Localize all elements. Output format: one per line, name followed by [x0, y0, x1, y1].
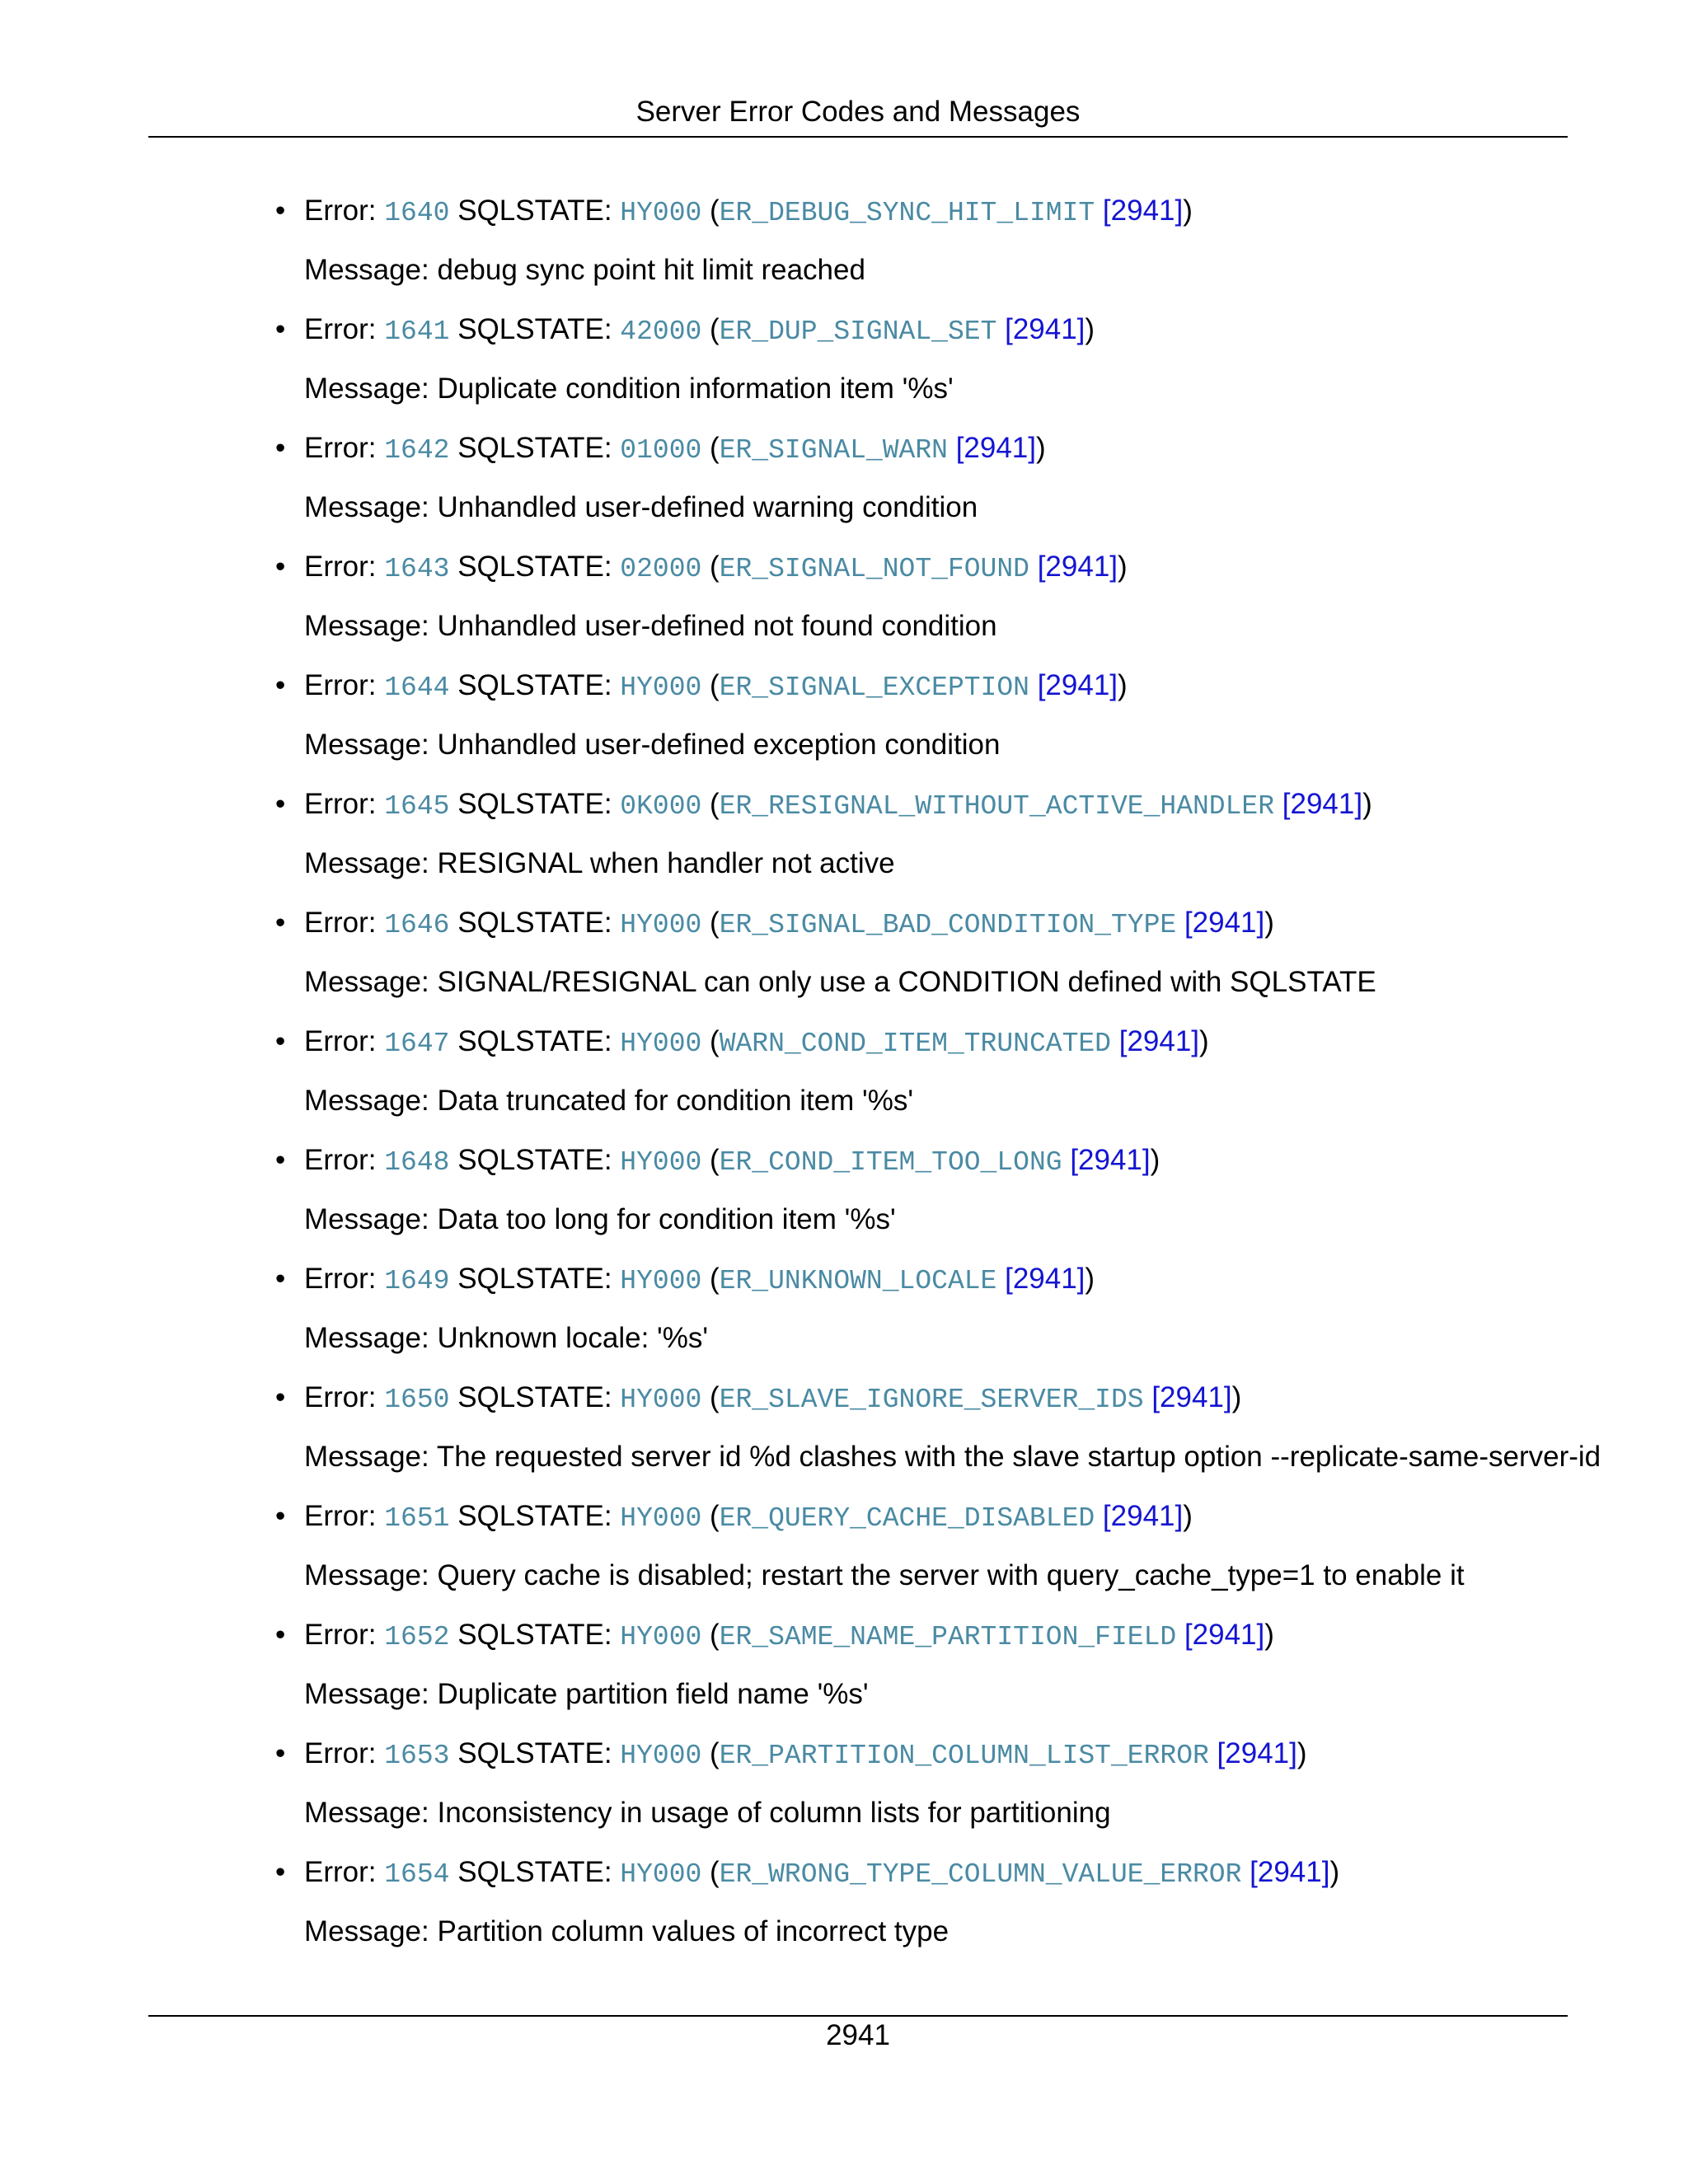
error-label: Error: [304, 1381, 377, 1413]
message-line [304, 1319, 708, 1358]
error-symbol: ER_WRONG_TYPE_COLUMN_VALUE_ERROR [719, 1859, 1242, 1890]
message-text: Data too long for condition item '%s' [437, 1203, 896, 1235]
error-entry [0, 1615, 1688, 1734]
sqlstate-label: SQLSTATE: [457, 194, 612, 227]
page-reference-link[interactable]: [2941] [1184, 1619, 1265, 1651]
close-paren: ) [1362, 788, 1372, 820]
open-paren: ( [710, 432, 720, 464]
bullet-glyph: • [275, 194, 286, 227]
message-line [304, 1675, 869, 1714]
message-line [304, 1200, 896, 1240]
error-label: Error: [304, 1500, 377, 1532]
close-paren: ) [1085, 313, 1095, 345]
open-paren: ( [710, 1856, 720, 1888]
error-symbol: ER_DEBUG_SYNC_HIT_LIMIT [719, 198, 1095, 228]
error-code: 1644 [384, 673, 450, 703]
error-entry [0, 310, 1688, 429]
page-reference-link[interactable]: [2941] [955, 432, 1036, 464]
bullet-glyph: • [275, 1856, 286, 1888]
sqlstate-value: 01000 [620, 435, 702, 466]
error-code: 1653 [384, 1741, 450, 1771]
sqlstate-label: SQLSTATE: [457, 432, 612, 464]
open-paren: ( [710, 1263, 720, 1295]
page-reference-link[interactable]: [2941] [1184, 907, 1265, 939]
sqlstate-label: SQLSTATE: [457, 1737, 612, 1769]
close-paren: ) [1329, 1856, 1340, 1888]
open-paren: ( [710, 1025, 720, 1057]
sqlstate-value: HY000 [620, 1622, 702, 1652]
page-reference-link[interactable]: [2941] [1005, 1263, 1085, 1295]
sqlstate-label: SQLSTATE: [457, 907, 612, 939]
error-line [304, 547, 1128, 589]
bullet-glyph: • [275, 669, 286, 701]
message-label: Message: [304, 1915, 429, 1947]
error-code: 1640 [384, 198, 450, 228]
page-reference-link[interactable]: [2941] [1118, 1025, 1200, 1057]
page-reference-link[interactable]: [2941] [1217, 1737, 1297, 1769]
error-label: Error: [304, 1737, 377, 1769]
close-paren: ) [1296, 1737, 1307, 1769]
error-code: 1651 [384, 1503, 450, 1534]
error-line [304, 903, 1274, 945]
message-line [304, 607, 997, 646]
message-label: Message: [304, 610, 429, 642]
error-code: 1647 [384, 1029, 450, 1059]
error-label: Error: [304, 432, 377, 464]
error-label: Error: [304, 313, 377, 345]
error-code: 1650 [384, 1385, 450, 1415]
bullet-glyph: • [275, 432, 286, 464]
error-code: 1654 [384, 1859, 450, 1890]
sqlstate-label: SQLSTATE: [457, 1263, 612, 1295]
error-entry [0, 1378, 1688, 1497]
page-reference-link[interactable]: [2941] [1102, 194, 1184, 227]
error-entry [0, 1853, 1688, 1971]
message-text: Partition column values of incorrect type [437, 1915, 950, 1947]
message-label: Message: [304, 254, 429, 286]
error-label: Error: [304, 669, 377, 701]
error-line [304, 666, 1128, 708]
page-reference-link[interactable]: [2941] [1070, 1144, 1151, 1176]
error-label: Error: [304, 194, 377, 227]
message-line [304, 1793, 1111, 1833]
sqlstate-label: SQLSTATE: [457, 1144, 612, 1176]
sqlstate-value: HY000 [620, 1859, 702, 1890]
message-line [304, 725, 1000, 765]
bullet-glyph: • [275, 1619, 286, 1651]
error-entry [0, 1497, 1688, 1615]
close-paren: ) [1150, 1144, 1160, 1176]
bullet-glyph: • [275, 1381, 286, 1413]
error-label: Error: [304, 1144, 377, 1176]
error-label: Error: [304, 1025, 377, 1057]
message-line [304, 963, 1376, 1002]
error-entry [0, 1022, 1688, 1141]
error-entry [0, 785, 1688, 903]
sqlstate-value: 42000 [620, 316, 702, 347]
message-label: Message: [304, 1559, 429, 1591]
error-label: Error: [304, 551, 377, 583]
error-entry [0, 191, 1688, 310]
page-reference-link[interactable]: [2941] [1037, 551, 1118, 583]
bullet-glyph: • [275, 1263, 286, 1295]
message-text: Duplicate partition field name '%s' [437, 1678, 869, 1710]
message-text: Unknown locale: '%s' [437, 1322, 709, 1354]
error-code: 1646 [384, 910, 450, 940]
error-line [304, 310, 1095, 352]
sqlstate-value: HY000 [620, 910, 702, 940]
sqlstate-label: SQLSTATE: [457, 551, 612, 583]
error-entry [0, 547, 1688, 666]
close-paren: ) [1199, 1025, 1209, 1057]
error-label: Error: [304, 1856, 377, 1888]
page-reference-link[interactable]: [2941] [1102, 1500, 1184, 1532]
close-paren: ) [1264, 907, 1274, 939]
sqlstate-value: HY000 [620, 1266, 702, 1296]
close-paren: ) [1085, 1263, 1095, 1295]
error-code: 1642 [384, 435, 450, 466]
error-symbol: WARN_COND_ITEM_TRUNCATED [719, 1029, 1111, 1059]
open-paren: ( [710, 194, 720, 227]
message-text: The requested server id %d clashes with the slave startup option --replicate-same-server-id [436, 1441, 1601, 1473]
sqlstate-label: SQLSTATE: [457, 1619, 612, 1651]
error-line [304, 429, 1046, 471]
message-label: Message: [304, 1322, 429, 1354]
page-reference-link[interactable]: [2941] [1282, 788, 1363, 820]
message-label: Message: [304, 1441, 429, 1473]
open-paren: ( [710, 313, 720, 345]
open-paren: ( [710, 788, 720, 820]
sqlstate-label: SQLSTATE: [457, 1856, 612, 1888]
bullet-glyph: • [275, 551, 286, 583]
bullet-glyph: • [275, 1144, 286, 1176]
message-label: Message: [304, 1203, 429, 1235]
error-symbol: ER_DUP_SIGNAL_SET [719, 316, 997, 347]
message-line [304, 251, 865, 290]
page-reference-link[interactable]: [2941] [1037, 669, 1118, 701]
close-paren: ) [1183, 194, 1193, 227]
error-code: 1641 [384, 316, 450, 347]
message-text: SIGNAL/RESIGNAL can only use a CONDITION defined with SQLSTATE [437, 966, 1376, 998]
error-symbol: ER_SLAVE_IGNORE_SERVER_IDS [719, 1385, 1144, 1415]
message-text: Unhandled user-defined not found condition [437, 610, 997, 642]
error-entry [0, 1734, 1688, 1853]
error-symbol: ER_SIGNAL_EXCEPTION [719, 673, 1029, 703]
message-line [304, 1081, 913, 1121]
sqlstate-label: SQLSTATE: [457, 788, 612, 820]
sqlstate-value: 0K000 [620, 791, 702, 822]
message-label: Message: [304, 1085, 429, 1117]
message-line [304, 369, 954, 409]
error-symbol: ER_SIGNAL_WARN [719, 435, 948, 466]
close-paren: ) [1264, 1619, 1274, 1651]
error-line [304, 191, 1193, 233]
sqlstate-label: SQLSTATE: [457, 1025, 612, 1057]
error-line [304, 1141, 1160, 1183]
error-symbol: ER_UNKNOWN_LOCALE [719, 1266, 997, 1296]
message-text: RESIGNAL when handler not active [437, 847, 895, 879]
error-entry [0, 1259, 1688, 1378]
sqlstate-value: HY000 [620, 1741, 702, 1771]
error-line [304, 785, 1372, 827]
message-line [304, 1437, 1601, 1477]
open-paren: ( [710, 907, 720, 939]
page-reference-link[interactable]: [2941] [1250, 1856, 1330, 1888]
error-line [304, 1259, 1095, 1301]
error-entry [0, 903, 1688, 1022]
sqlstate-value: HY000 [620, 1147, 702, 1178]
message-line [304, 1912, 949, 1952]
open-paren: ( [710, 1144, 720, 1176]
sqlstate-value: HY000 [620, 673, 702, 703]
close-paren: ) [1118, 551, 1128, 583]
error-entry [0, 1141, 1688, 1259]
message-label: Message: [304, 729, 429, 761]
bullet-glyph: • [275, 1737, 286, 1769]
sqlstate-value: 02000 [620, 554, 702, 584]
sqlstate-value: HY000 [620, 1029, 702, 1059]
error-line [304, 1615, 1274, 1657]
message-line [304, 1556, 1465, 1596]
bullet-glyph: • [275, 313, 286, 345]
error-symbol: ER_RESIGNAL_WITHOUT_ACTIVE_HANDLER [719, 791, 1275, 822]
sqlstate-value: HY000 [620, 198, 702, 228]
error-label: Error: [304, 788, 377, 820]
close-paren: ) [1118, 669, 1128, 701]
error-code: 1648 [384, 1147, 450, 1178]
error-code: 1643 [384, 554, 450, 584]
error-label: Error: [304, 907, 377, 939]
error-line [304, 1022, 1209, 1064]
error-label: Error: [304, 1263, 377, 1295]
sqlstate-label: SQLSTATE: [457, 669, 612, 701]
message-label: Message: [304, 1797, 429, 1829]
error-symbol: ER_COND_ITEM_TOO_LONG [719, 1147, 1062, 1178]
error-symbol: ER_PARTITION_COLUMN_LIST_ERROR [719, 1741, 1209, 1771]
message-label: Message: [304, 491, 429, 523]
sqlstate-label: SQLSTATE: [457, 1381, 612, 1413]
page-reference-link[interactable]: [2941] [1151, 1381, 1232, 1413]
message-label: Message: [304, 1678, 429, 1710]
page-reference-link[interactable]: [2941] [1005, 313, 1085, 345]
error-symbol: ER_SAME_NAME_PARTITION_FIELD [719, 1622, 1177, 1652]
close-paren: ) [1036, 432, 1046, 464]
bullet-glyph: • [275, 788, 286, 820]
message-label: Message: [304, 373, 429, 405]
open-paren: ( [710, 1619, 720, 1651]
open-paren: ( [710, 1381, 720, 1413]
error-code: 1645 [384, 791, 450, 822]
bullet-glyph: • [275, 1025, 286, 1057]
close-paren: ) [1183, 1500, 1193, 1532]
sqlstate-label: SQLSTATE: [457, 1500, 612, 1532]
open-paren: ( [710, 551, 720, 583]
bullet-glyph: • [275, 907, 286, 939]
close-paren: ) [1231, 1381, 1242, 1413]
sqlstate-value: HY000 [620, 1385, 702, 1415]
error-entry [0, 429, 1688, 547]
error-code: 1649 [384, 1266, 450, 1296]
message-label: Message: [304, 966, 429, 998]
open-paren: ( [710, 1500, 720, 1532]
error-symbol: ER_SIGNAL_BAD_CONDITION_TYPE [719, 910, 1177, 940]
message-text: Unhandled user-defined exception condition [437, 729, 1001, 761]
message-text: Duplicate condition information item '%s' [437, 373, 954, 405]
message-text: Unhandled user-defined warning condition [437, 491, 978, 523]
open-paren: ( [710, 1737, 720, 1769]
sqlstate-label: SQLSTATE: [457, 313, 612, 345]
page-header-title: Server Error Codes and Messages [635, 96, 1081, 128]
message-text: Data truncated for condition item '%s' [437, 1085, 914, 1117]
message-text: Query cache is disabled; restart the server with query_cache_type=1 to enable it [437, 1559, 1465, 1591]
error-line [304, 1853, 1339, 1895]
error-line [304, 1378, 1241, 1420]
header-divider [148, 136, 1568, 138]
message-line [304, 488, 978, 527]
error-line [304, 1734, 1307, 1776]
message-line [304, 844, 895, 883]
error-entry [0, 666, 1688, 785]
message-text: Inconsistency in usage of column lists for partitioning [437, 1797, 1111, 1829]
open-paren: ( [710, 669, 720, 701]
error-line [304, 1497, 1193, 1539]
page-number: 2941 [826, 2019, 890, 2051]
error-symbol: ER_SIGNAL_NOT_FOUND [719, 554, 1029, 584]
error-symbol: ER_QUERY_CACHE_DISABLED [719, 1503, 1095, 1534]
error-code: 1652 [384, 1622, 450, 1652]
error-label: Error: [304, 1619, 377, 1651]
bullet-glyph: • [275, 1500, 286, 1532]
message-text: debug sync point hit limit reached [437, 254, 865, 286]
message-label: Message: [304, 847, 429, 879]
sqlstate-value: HY000 [620, 1503, 702, 1534]
